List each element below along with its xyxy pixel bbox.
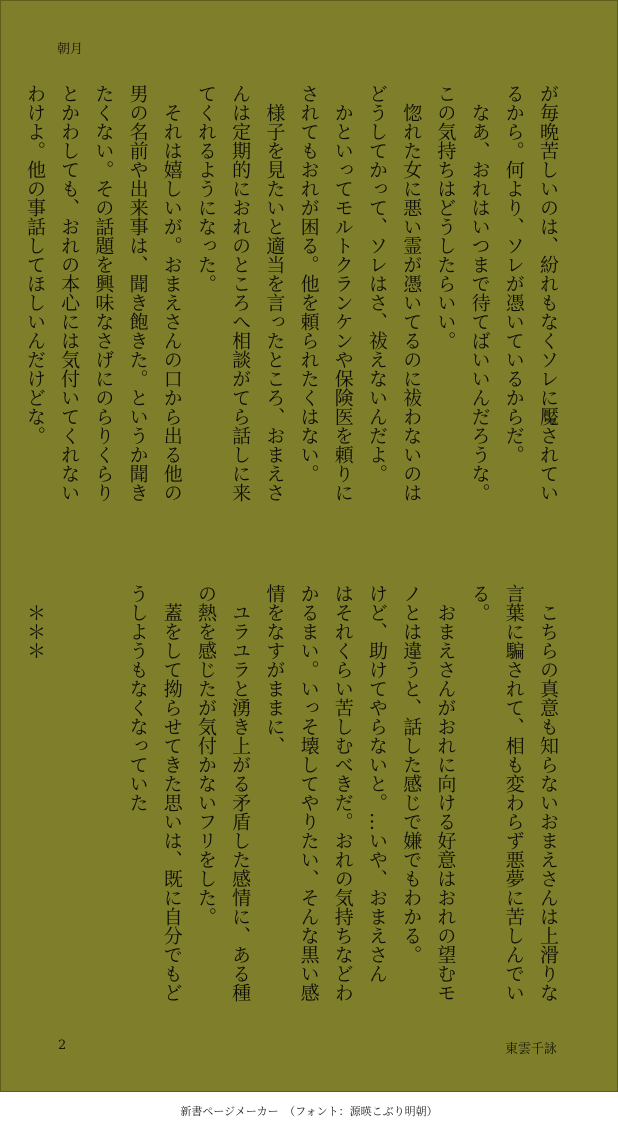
running-header-title: 朝月 bbox=[57, 42, 84, 57]
author-name: 東雲千詠 bbox=[505, 1042, 558, 1057]
text-line: なあ、おれはいつまで待てばいいんだろうな。 bbox=[468, 84, 491, 502]
text-line: 蓋をして拗らせてきた思いは、既に自分でもど bbox=[160, 584, 183, 1002]
generator-caption: 新書ページメーカー （フォント：源暎こぶり明朝） bbox=[180, 1105, 438, 1118]
text-line: 言葉に騙されて、相も変わらず悪夢に苦しんでい bbox=[502, 584, 525, 1002]
text-line: ＊＊＊ bbox=[23, 584, 46, 660]
text-line: うしようもなくなっていた bbox=[126, 584, 149, 812]
page-number: 2 bbox=[58, 1038, 67, 1053]
text-line: るから。何より、ソレが憑いているからだ。 bbox=[502, 84, 525, 464]
text-line: 男の名前や出来事は、聞き飽きた。というか聞き bbox=[126, 84, 149, 502]
text-line: おまえさんがおれに向ける好意はおれの望むモ bbox=[434, 584, 457, 1002]
text-line: こちらの真意も知らないおまえさんは上滑りな bbox=[537, 584, 559, 1002]
text-line: この気持ちはどうしたらいい。 bbox=[434, 84, 457, 350]
text-line: ユラユラと湧き上がる矛盾した感情に、ある種 bbox=[229, 584, 252, 1002]
text-line bbox=[52, 584, 86, 1014]
text-line: 惚れた女に悪い霊が憑いてるのに祓わないのは bbox=[400, 84, 423, 502]
text-line: かるまい。いっそ壊してやりたい、そんな黒い感 bbox=[297, 584, 320, 1002]
text-line: わけよ。他の事話してほしいんだけどな。 bbox=[23, 84, 46, 445]
text-line: けど、助けてやらないと。…いや、おまえさん bbox=[365, 584, 388, 983]
text-line: 様子を見たいと適当を言ったところ、おまえさ bbox=[263, 84, 286, 502]
text-line: はそれくらい苦しむべきだ。おれの気持ちなどわ bbox=[331, 584, 354, 1002]
text-line: ノとは違うと、話した感じで嫌でもわかる。 bbox=[400, 584, 423, 964]
lower-text-block bbox=[23, 584, 565, 1014]
text-line: てくれるようになった。 bbox=[194, 84, 217, 293]
text-line: 情をなすがままに、 bbox=[263, 584, 286, 755]
text-line bbox=[86, 584, 120, 1014]
text-line: たくない。その話題を興味なさげにのらりくらり bbox=[92, 84, 115, 502]
text-line: かといってモルトクランケンや保険医を頼りに bbox=[331, 84, 354, 502]
text-line: それは嬉しいが。おまえさんの口から出る他の bbox=[160, 84, 183, 502]
text-line: の熱を感じたが気付かないフリをした。 bbox=[194, 584, 217, 926]
upper-text-block bbox=[23, 84, 565, 554]
text-line: されてもおれが困る。他を頼られたくはない。 bbox=[297, 84, 320, 483]
text-line: る。 bbox=[468, 584, 491, 622]
text-line: が毎晩苦しいのは、紛れもなくソレに魘されてい bbox=[537, 84, 559, 502]
text-line: んは定期的におれのところへ相談がてら話しに来 bbox=[229, 84, 252, 502]
text-line: とかわしても、おれの本心には気付いてくれない bbox=[58, 84, 81, 502]
text-line: どうしてかって、ソレはさ、祓えないんだよ。 bbox=[365, 84, 388, 483]
